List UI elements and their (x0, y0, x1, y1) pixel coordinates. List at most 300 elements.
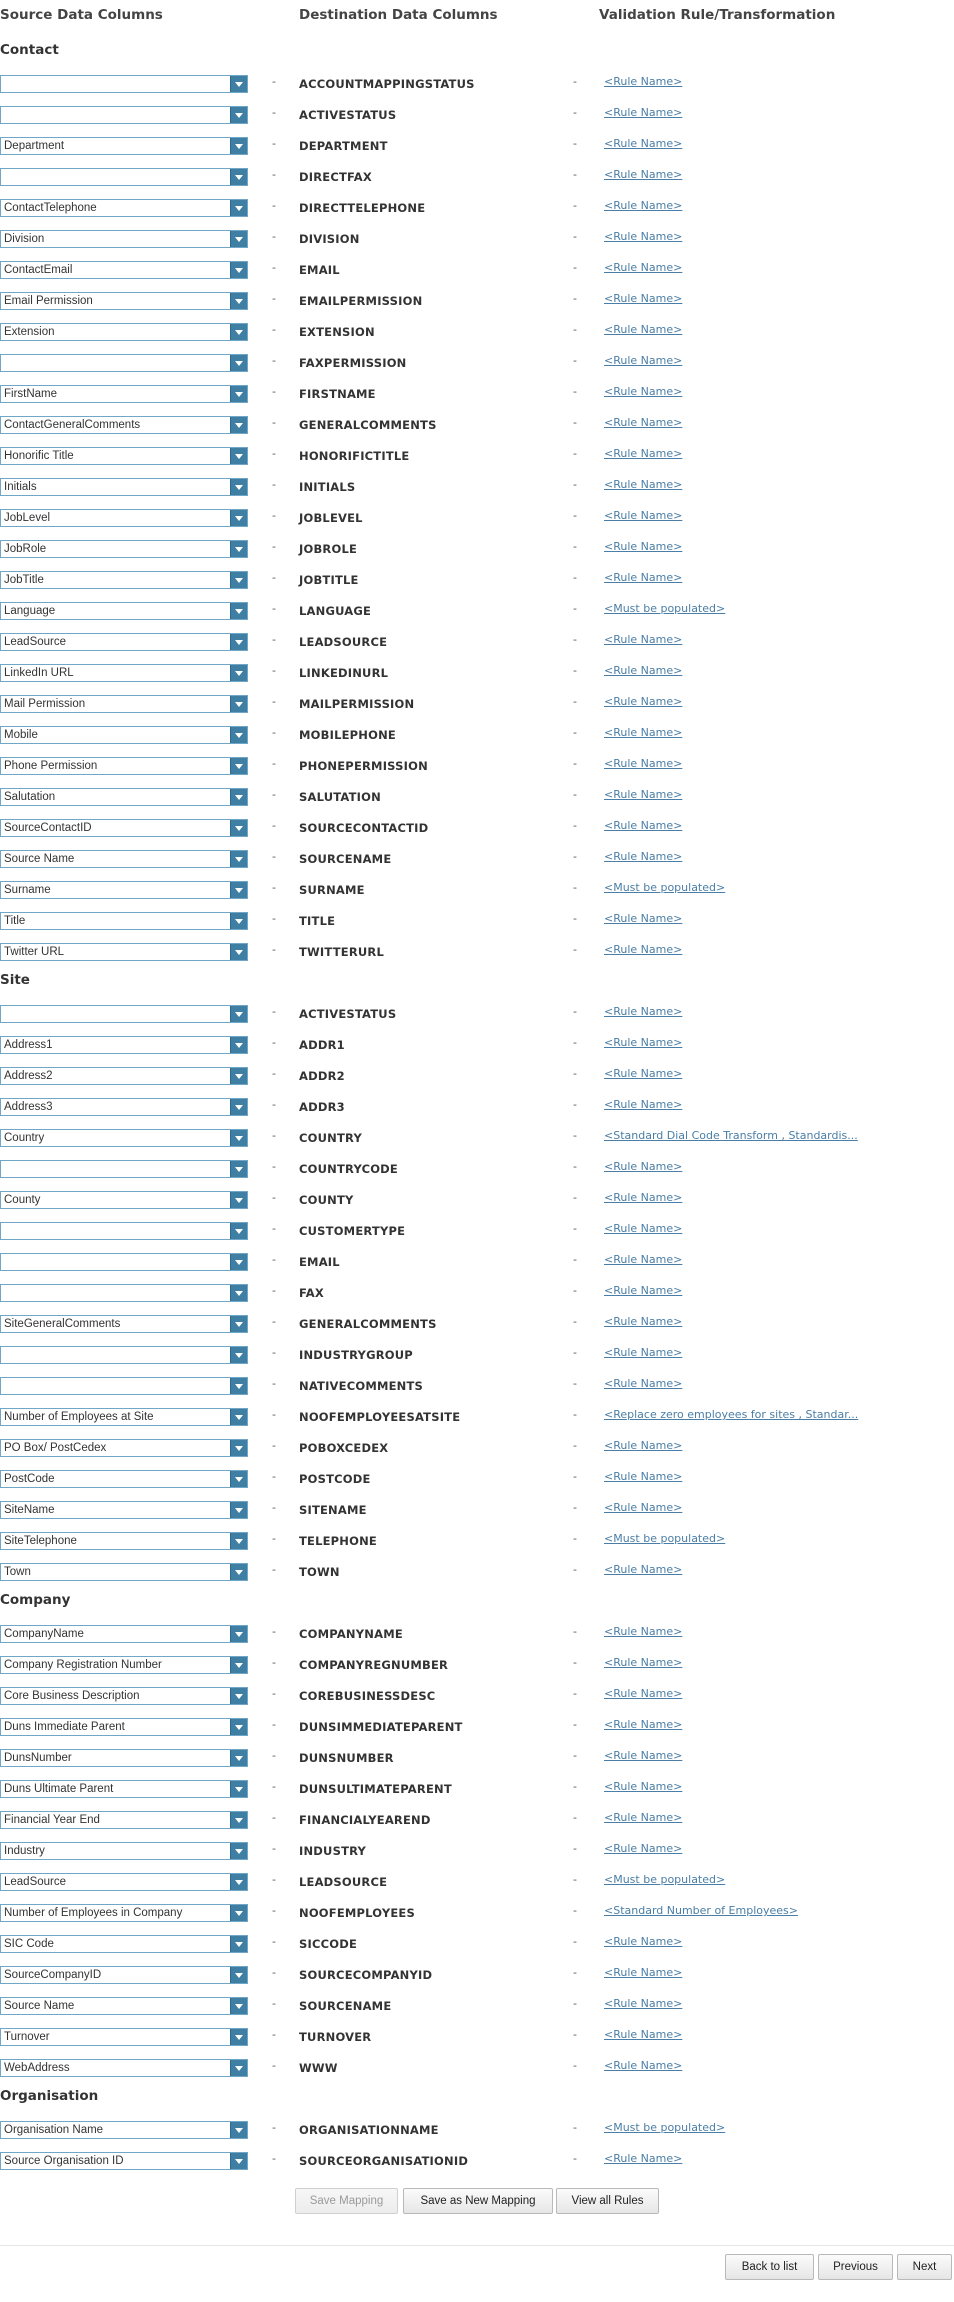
source-column-select[interactable] (0, 1439, 248, 1457)
chevron-down-icon[interactable] (230, 355, 247, 371)
validation-rule-link[interactable]: <Rule Name> (604, 1284, 683, 1297)
destination-column-label: JOBROLE (299, 542, 358, 556)
validation-rule-link[interactable]: <Rule Name> (604, 137, 683, 150)
chevron-down-icon[interactable] (230, 944, 247, 960)
source-column-select[interactable] (0, 1191, 248, 1209)
validation-rule-link[interactable]: <Rule Name> (604, 788, 683, 801)
chevron-down-icon[interactable] (230, 1099, 247, 1115)
validation-rule-link[interactable]: <Rule Name> (604, 1625, 683, 1638)
destination-column-label: COUNTY (299, 1193, 354, 1207)
validation-rule-link[interactable]: <Rule Name> (604, 912, 683, 925)
destination-column-label: TURNOVER (299, 2030, 372, 2044)
destination-column-label: ACCOUNTMAPPINGSTATUS (299, 77, 475, 91)
destination-column-label: NOOFEMPLOYEES (299, 1906, 415, 1920)
validation-rule-link[interactable]: <Rule Name> (604, 416, 683, 429)
validation-rule-link[interactable]: <Rule Name> (604, 850, 683, 863)
chevron-down-icon[interactable] (230, 169, 247, 185)
separator-dash: - (573, 881, 577, 894)
source-column-select[interactable] (0, 1408, 248, 1426)
validation-rule-link[interactable]: <Rule Name> (604, 1656, 683, 1669)
validation-rule-link[interactable]: <Rule Name> (604, 323, 683, 336)
validation-rule-link[interactable]: <Rule Name> (604, 819, 683, 832)
mapping-row (0, 781, 954, 812)
validation-rule-link[interactable]: <Rule Name> (604, 1842, 683, 1855)
source-column-select[interactable] (0, 1935, 248, 1953)
validation-rule-link[interactable]: <Rule Name> (604, 1067, 683, 1080)
source-column-select[interactable] (0, 2059, 248, 2077)
source-column-value: SIC Code (4, 1938, 54, 1950)
source-column-select[interactable] (0, 1501, 248, 1519)
source-column-select[interactable] (0, 726, 248, 744)
source-column-select[interactable] (0, 106, 248, 124)
source-column-select[interactable] (0, 788, 248, 806)
source-column-value: Department (4, 140, 65, 152)
validation-rule-link[interactable]: <Rule Name> (604, 230, 683, 243)
validation-rule-link[interactable]: <Rule Name> (604, 1098, 683, 1111)
chevron-down-icon[interactable] (230, 727, 247, 743)
save-mapping-button[interactable]: Save Mapping (295, 2188, 398, 2214)
source-column-select[interactable] (0, 1842, 248, 1860)
source-column-select[interactable] (0, 1222, 248, 1240)
source-column-select[interactable] (0, 75, 248, 93)
destination-column-label: HONORIFICTITLE (299, 449, 410, 463)
chevron-down-icon[interactable] (230, 1409, 247, 1425)
chevron-down-icon[interactable] (230, 386, 247, 402)
chevron-down-icon[interactable] (230, 1564, 247, 1580)
source-column-select[interactable] (0, 1377, 248, 1395)
separator-dash: - (272, 261, 276, 274)
next-button[interactable]: Next (897, 2254, 952, 2280)
separator-dash: - (272, 1439, 276, 1452)
chevron-down-icon[interactable] (230, 107, 247, 123)
source-column-value: SourceContactID (4, 822, 92, 834)
chevron-down-icon[interactable] (230, 1998, 247, 2014)
mapping-row (0, 1494, 954, 1525)
validation-rule-link[interactable]: <Rule Name> (604, 1191, 683, 1204)
chevron-down-icon[interactable] (230, 758, 247, 774)
chevron-down-icon[interactable] (230, 1223, 247, 1239)
validation-rule-link[interactable]: <Rule Name> (604, 168, 683, 181)
mapping-row (0, 1091, 954, 1122)
source-column-select[interactable] (0, 540, 248, 558)
destination-column-label: DIRECTFAX (299, 170, 372, 184)
validation-rule-link[interactable]: <Rule Name> (604, 2059, 683, 2072)
source-column-select[interactable] (0, 571, 248, 589)
chevron-down-icon[interactable] (230, 1719, 247, 1735)
source-column-select[interactable] (0, 323, 248, 341)
separator-dash: - (573, 137, 577, 150)
chevron-down-icon[interactable] (230, 2060, 247, 2076)
chevron-down-icon[interactable] (230, 1657, 247, 1673)
separator-dash: - (272, 199, 276, 212)
chevron-down-icon[interactable] (230, 231, 247, 247)
validation-rule-link[interactable]: <Rule Name> (604, 1222, 683, 1235)
separator-dash: - (573, 726, 577, 739)
chevron-down-icon[interactable] (230, 1626, 247, 1642)
source-column-select[interactable] (0, 1315, 248, 1333)
separator-dash: - (272, 1160, 276, 1173)
chevron-down-icon[interactable] (230, 1161, 247, 1177)
mapping-row (0, 719, 954, 750)
source-column-select[interactable] (0, 1656, 248, 1674)
chevron-down-icon[interactable] (230, 541, 247, 557)
chevron-down-icon[interactable] (230, 1068, 247, 1084)
validation-rule-link[interactable]: <Must be populated> (604, 1532, 726, 1545)
separator-dash: - (573, 1315, 577, 1328)
validation-rule-link[interactable]: <Rule Name> (604, 633, 683, 646)
previous-button[interactable]: Previous (818, 2254, 893, 2280)
chevron-down-icon[interactable] (230, 262, 247, 278)
destination-column-label: ACTIVESTATUS (299, 1007, 397, 1021)
validation-rule-link[interactable]: <Rule Name> (604, 1005, 683, 1018)
chevron-down-icon[interactable] (230, 2122, 247, 2138)
chevron-down-icon[interactable] (230, 1192, 247, 1208)
chevron-down-icon[interactable] (230, 2153, 247, 2169)
chevron-down-icon[interactable] (230, 634, 247, 650)
destination-column-label: POBOXCEDEX (299, 1441, 389, 1455)
separator-dash: - (272, 664, 276, 677)
validation-rule-link[interactable]: <Rule Name> (604, 447, 683, 460)
separator-dash: - (573, 1253, 577, 1266)
chevron-down-icon[interactable] (230, 913, 247, 929)
validation-rule-link[interactable]: <Rule Name> (604, 1036, 683, 1049)
separator-dash: - (573, 850, 577, 863)
chevron-down-icon[interactable] (230, 1471, 247, 1487)
chevron-down-icon[interactable] (230, 1347, 247, 1363)
source-column-select[interactable] (0, 1687, 248, 1705)
separator-dash: - (573, 416, 577, 429)
separator-dash: - (573, 1532, 577, 1545)
destination-column-label: JOBLEVEL (299, 511, 363, 525)
mapping-row (0, 1246, 954, 1277)
separator-dash: - (573, 1377, 577, 1390)
chevron-down-icon[interactable] (230, 138, 247, 154)
validation-rule-link[interactable]: <Rule Name> (604, 757, 683, 770)
source-column-select[interactable] (0, 602, 248, 620)
chevron-down-icon[interactable] (230, 293, 247, 309)
separator-dash: - (272, 292, 276, 305)
validation-rule-link[interactable]: <Rule Name> (604, 1718, 683, 1731)
chevron-down-icon[interactable] (230, 1905, 247, 1921)
separator-dash: - (272, 2059, 276, 2072)
destination-column-label: FINANCIALYEAREND (299, 1813, 431, 1827)
separator-dash: - (573, 2059, 577, 2072)
separator-dash: - (272, 106, 276, 119)
back-to-list-button[interactable]: Back to list (725, 2254, 814, 2280)
source-column-select[interactable] (0, 1904, 248, 1922)
source-column-select[interactable] (0, 1346, 248, 1364)
chevron-down-icon[interactable] (230, 479, 247, 495)
chevron-down-icon[interactable] (230, 76, 247, 92)
validation-rule-link[interactable]: <Rule Name> (604, 1997, 683, 2010)
chevron-down-icon[interactable] (230, 882, 247, 898)
source-column-select[interactable] (0, 1253, 248, 1271)
validation-rule-link[interactable]: <Must be populated> (604, 881, 726, 894)
validation-rule-link[interactable]: <Rule Name> (604, 695, 683, 708)
source-column-value: Financial Year End (4, 1814, 100, 1826)
validation-rule-link[interactable]: <Rule Name> (604, 2028, 683, 2041)
chevron-down-icon[interactable] (230, 1533, 247, 1549)
mapping-row (0, 1308, 954, 1339)
chevron-down-icon[interactable] (230, 696, 247, 712)
validation-rule-link[interactable]: <Rule Name> (604, 540, 683, 553)
separator-dash: - (573, 1687, 577, 1700)
chevron-down-icon[interactable] (230, 1037, 247, 1053)
chevron-down-icon[interactable] (230, 1130, 247, 1146)
source-column-select[interactable] (0, 1749, 248, 1767)
source-column-select[interactable] (0, 1873, 248, 1891)
destination-column-label: FAX (299, 1286, 324, 1300)
destination-column-label: SALUTATION (299, 790, 381, 804)
validation-rule-link[interactable]: <Standard Dial Code Transform , Standardis... (604, 1129, 858, 1142)
source-column-select[interactable] (0, 1098, 248, 1116)
source-column-select[interactable] (0, 509, 248, 527)
mapping-row (0, 564, 954, 595)
separator-dash: - (272, 1904, 276, 1917)
destination-column-label: FIRSTNAME (299, 387, 376, 401)
source-column-select[interactable] (0, 695, 248, 713)
validation-rule-link[interactable]: <Rule Name> (604, 509, 683, 522)
validation-rule-link[interactable]: <Rule Name> (604, 1780, 683, 1793)
destination-column-label: CUSTOMERTYPE (299, 1224, 406, 1238)
source-column-select[interactable] (0, 2028, 248, 2046)
source-column-select[interactable] (0, 137, 248, 155)
validation-rule-link[interactable]: <Must be populated> (604, 1873, 726, 1886)
source-column-select[interactable] (0, 2121, 248, 2139)
separator-dash: - (272, 943, 276, 956)
source-column-select[interactable] (0, 1005, 248, 1023)
separator-dash: - (272, 1718, 276, 1731)
source-column-select[interactable] (0, 1718, 248, 1736)
validation-rule-link[interactable]: <Rule Name> (604, 106, 683, 119)
chevron-down-icon[interactable] (230, 665, 247, 681)
chevron-down-icon[interactable] (230, 1936, 247, 1952)
chevron-down-icon[interactable] (230, 2029, 247, 2045)
mapping-row (0, 1060, 954, 1091)
validation-rule-link[interactable]: <Rule Name> (604, 385, 683, 398)
chevron-down-icon[interactable] (230, 1688, 247, 1704)
chevron-down-icon[interactable] (230, 1006, 247, 1022)
source-column-value: Core Business Description (4, 1690, 140, 1702)
source-column-select[interactable] (0, 819, 248, 837)
chevron-down-icon[interactable] (230, 1750, 247, 1766)
source-column-select[interactable] (0, 1625, 248, 1643)
chevron-down-icon[interactable] (230, 572, 247, 588)
destination-column-label: INITIALS (299, 480, 356, 494)
chevron-down-icon[interactable] (230, 1781, 247, 1797)
source-column-select[interactable] (0, 261, 248, 279)
destination-column-label: WWW (299, 2061, 338, 2075)
chevron-down-icon[interactable] (230, 1812, 247, 1828)
source-column-select[interactable] (0, 199, 248, 217)
source-column-select[interactable] (0, 230, 248, 248)
source-column-select[interactable] (0, 1997, 248, 2015)
source-column-select[interactable] (0, 1129, 248, 1147)
source-column-value: Duns Immediate Parent (4, 1721, 125, 1733)
source-column-select[interactable] (0, 912, 248, 930)
validation-rule-link[interactable]: <Rule Name> (604, 354, 683, 367)
validation-rule-link[interactable]: <Rule Name> (604, 1439, 683, 1452)
separator-dash: - (272, 1253, 276, 1266)
source-column-select[interactable] (0, 1067, 248, 1085)
destination-column-label: LEADSOURCE (299, 635, 388, 649)
separator-dash: - (573, 1129, 577, 1142)
chevron-down-icon[interactable] (230, 324, 247, 340)
chevron-down-icon[interactable] (230, 200, 247, 216)
source-column-select[interactable] (0, 2152, 248, 2170)
separator-dash: - (573, 354, 577, 367)
separator-dash: - (272, 416, 276, 429)
separator-dash: - (272, 2121, 276, 2134)
source-column-select[interactable] (0, 850, 248, 868)
chevron-down-icon[interactable] (230, 1254, 247, 1270)
source-column-select[interactable] (0, 1284, 248, 1302)
mapping-row (0, 533, 954, 564)
separator-dash: - (272, 726, 276, 739)
source-column-value: Honorific Title (4, 450, 74, 462)
destination-column-label: SURNAME (299, 883, 365, 897)
source-column-value: WebAddress (4, 2062, 70, 2074)
source-column-value: Mail Permission (4, 698, 86, 710)
separator-dash: - (272, 1687, 276, 1700)
chevron-down-icon[interactable] (230, 448, 247, 464)
chevron-down-icon[interactable] (230, 510, 247, 526)
validation-rule-link[interactable]: <Rule Name> (604, 1470, 683, 1483)
source-column-select[interactable] (0, 416, 248, 434)
header-validation-rule: Validation Rule/Transformation (599, 7, 836, 23)
validation-rule-link[interactable]: <Rule Name> (604, 261, 683, 274)
source-column-value: JobLevel (4, 512, 51, 524)
source-column-value: Salutation (4, 791, 56, 803)
separator-dash: - (272, 1780, 276, 1793)
chevron-down-icon[interactable] (230, 789, 247, 805)
source-column-select[interactable] (0, 292, 248, 310)
validation-rule-link[interactable]: <Rule Name> (604, 478, 683, 491)
chevron-down-icon[interactable] (230, 417, 247, 433)
validation-rule-link[interactable]: <Rule Name> (604, 1501, 683, 1514)
source-column-select[interactable] (0, 881, 248, 899)
validation-rule-link[interactable]: <Rule Name> (604, 1811, 683, 1824)
validation-rule-link[interactable]: <Standard Number of Employees> (604, 1904, 798, 1917)
source-column-select[interactable] (0, 1036, 248, 1054)
chevron-down-icon[interactable] (230, 820, 247, 836)
mapping-row (0, 378, 954, 409)
separator-dash: - (272, 1067, 276, 1080)
validation-rule-link[interactable]: <Rule Name> (604, 1966, 683, 1979)
validation-rule-link[interactable]: <Replace zero employees for sites , Standar... (604, 1408, 859, 1421)
separator-dash: - (272, 571, 276, 584)
validation-rule-link[interactable]: <Rule Name> (604, 1315, 683, 1328)
validation-rule-link[interactable]: <Rule Name> (604, 1253, 683, 1266)
source-column-select[interactable] (0, 1563, 248, 1581)
separator-dash: - (573, 106, 577, 119)
source-column-value: Address1 (4, 1039, 53, 1051)
chevron-down-icon[interactable] (230, 1316, 247, 1332)
source-column-select[interactable] (0, 1532, 248, 1550)
source-column-select[interactable] (0, 1811, 248, 1829)
separator-dash: - (573, 478, 577, 491)
validation-rule-link[interactable]: <Must be populated> (604, 602, 726, 615)
source-column-select[interactable] (0, 1470, 248, 1488)
mapping-row (0, 905, 954, 936)
validation-rule-link[interactable]: <Rule Name> (604, 726, 683, 739)
chevron-down-icon[interactable] (230, 851, 247, 867)
separator-dash: - (272, 137, 276, 150)
validation-rule-link[interactable]: <Rule Name> (604, 1377, 683, 1390)
destination-column-label: TELEPHONE (299, 1534, 377, 1548)
source-column-select[interactable] (0, 354, 248, 372)
validation-rule-link[interactable]: <Rule Name> (604, 2152, 683, 2165)
destination-column-label: TITLE (299, 914, 336, 928)
chevron-down-icon[interactable] (230, 603, 247, 619)
chevron-down-icon[interactable] (230, 1378, 247, 1394)
source-column-select[interactable] (0, 1160, 248, 1178)
source-column-select[interactable] (0, 385, 248, 403)
validation-rule-link[interactable]: <Rule Name> (604, 571, 683, 584)
destination-column-label: GENERALCOMMENTS (299, 1317, 437, 1331)
separator-dash: - (573, 199, 577, 212)
source-column-select[interactable] (0, 1966, 248, 1984)
separator-dash: - (272, 912, 276, 925)
mapping-row (0, 750, 954, 781)
separator-dash: - (272, 788, 276, 801)
chevron-down-icon[interactable] (230, 1502, 247, 1518)
source-column-select[interactable] (0, 633, 248, 651)
source-column-select[interactable] (0, 478, 248, 496)
validation-rule-link[interactable]: <Must be populated> (604, 2121, 726, 2134)
validation-rule-link[interactable]: <Rule Name> (604, 199, 683, 212)
validation-rule-link[interactable]: <Rule Name> (604, 1935, 683, 1948)
source-column-value: Country (4, 1132, 45, 1144)
validation-rule-link[interactable]: <Rule Name> (604, 1687, 683, 1700)
chevron-down-icon[interactable] (230, 1967, 247, 1983)
separator-dash: - (573, 1656, 577, 1669)
separator-dash: - (573, 1408, 577, 1421)
source-column-select[interactable] (0, 943, 248, 961)
validation-rule-link[interactable]: <Rule Name> (604, 75, 683, 88)
save-as-new-mapping-button[interactable]: Save as New Mapping (403, 2188, 553, 2214)
destination-column-label: COMPANYREGNUMBER (299, 1658, 449, 1672)
validation-rule-link[interactable]: <Rule Name> (604, 1346, 683, 1359)
validation-rule-link[interactable]: <Rule Name> (604, 1563, 683, 1576)
separator-dash: - (573, 1935, 577, 1948)
chevron-down-icon[interactable] (230, 1285, 247, 1301)
chevron-down-icon[interactable] (230, 1843, 247, 1859)
source-column-value: ContactTelephone (4, 202, 97, 214)
mapping-row (0, 192, 954, 223)
chevron-down-icon[interactable] (230, 1874, 247, 1890)
chevron-down-icon[interactable] (230, 1440, 247, 1456)
view-all-rules-button[interactable]: View all Rules (556, 2188, 659, 2214)
validation-rule-link[interactable]: <Rule Name> (604, 943, 683, 956)
source-column-select[interactable] (0, 168, 248, 186)
source-column-select[interactable] (0, 757, 248, 775)
mapping-row (0, 1804, 954, 1835)
destination-column-label: PHONEPERMISSION (299, 759, 428, 773)
source-column-select[interactable] (0, 447, 248, 465)
separator-dash: - (272, 2152, 276, 2165)
source-column-select[interactable] (0, 664, 248, 682)
mapping-row (0, 1866, 954, 1897)
source-column-select[interactable] (0, 1780, 248, 1798)
validation-rule-link[interactable]: <Rule Name> (604, 292, 683, 305)
separator-dash: - (272, 1749, 276, 1762)
destination-column-label: COUNTRY (299, 1131, 362, 1145)
validation-rule-link[interactable]: <Rule Name> (604, 664, 683, 677)
mapping-row (0, 936, 954, 967)
validation-rule-link[interactable]: <Rule Name> (604, 1160, 683, 1173)
validation-rule-link[interactable]: <Rule Name> (604, 1749, 683, 1762)
